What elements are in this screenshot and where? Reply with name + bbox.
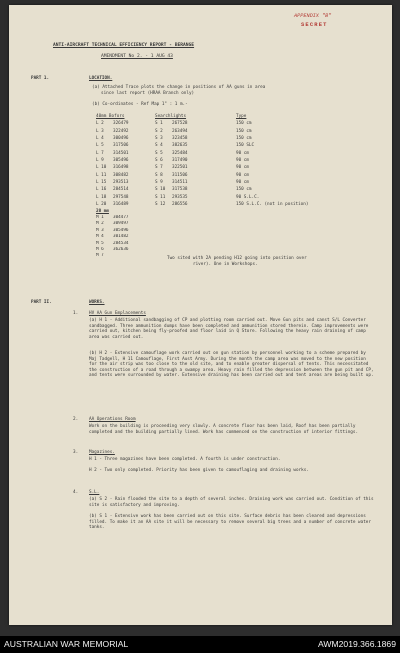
table-cell: 297548	[113, 194, 129, 200]
table-cell: 317490	[172, 158, 188, 164]
table-cell: L 16	[96, 187, 107, 193]
part1-item-b: (b) Co-ordinates - Ref Map 1" : 1 m.-	[92, 102, 188, 107]
table-cell: 90 cm	[236, 172, 249, 178]
item3-title: Magazines.	[89, 450, 115, 455]
table-cell: 150 S.L.C. (not in position)	[236, 202, 309, 208]
archive-footer	[0, 636, 400, 653]
table-row	[96, 120, 366, 127]
table-cell: S 6	[155, 158, 163, 164]
table-cell: L 5	[96, 143, 104, 149]
table-cell: S 4	[155, 143, 163, 149]
table-cell: 150 SLC	[236, 143, 255, 149]
table-cell: S 12	[155, 202, 166, 208]
table-row	[96, 186, 366, 193]
table-cell: M 5	[96, 240, 104, 246]
cannons-table	[96, 215, 155, 260]
column-header: Searchlights	[155, 114, 187, 119]
table-cell: M 6	[96, 246, 104, 252]
table-cell: S 1	[155, 121, 163, 127]
table-cell: 311506	[172, 172, 188, 178]
table-cell: S 7	[155, 165, 163, 171]
table-cell: 267528	[172, 121, 188, 127]
table-cell: M 4	[96, 234, 104, 240]
table-cell: 316489	[113, 202, 129, 208]
table-cell: S 9	[155, 180, 163, 186]
table-cell: 90 cm	[236, 150, 249, 156]
table-cell: M 2	[96, 221, 104, 227]
table-cell: 323458	[172, 136, 188, 142]
item2-title: AA Operations Room	[89, 417, 136, 422]
column-header: Type	[236, 114, 247, 119]
item4-paragraph-a: (a) S 2 - Rain flooded the site to a depth of several inches. Draining work was carried out. Condition of this site is satisfactory and improving.	[89, 497, 374, 508]
table-cell: 309497	[113, 221, 129, 227]
table-cell: 150 cm	[236, 136, 252, 142]
table-cell: L 4	[96, 136, 104, 142]
table-cell: 150 cm	[236, 187, 252, 193]
table-cell: 301482	[113, 234, 129, 240]
table-cell: 90 cm	[236, 180, 249, 186]
table-cell: 150 cm	[236, 128, 252, 134]
part1-heading: LOCATION.	[89, 76, 113, 81]
part1-label: PART 1.	[31, 76, 50, 81]
item4-paragraph-b: (b) S 1 - Extensive work has been carried out on this site. Surface debris has been cleared and depressions filled. To make it an AA site it will be necessary to remove several big trees and a number of concrete water tanks.	[89, 514, 371, 531]
table-cell: S 2	[155, 128, 163, 134]
item1-number: 1.	[73, 311, 79, 316]
item4-title: S.L.	[89, 490, 100, 495]
part2-label: PART II.	[31, 300, 52, 305]
table-cell: 305496	[113, 158, 129, 164]
appendix-stamp: APPENDIX "B"	[294, 13, 332, 19]
coordinates-table	[96, 113, 366, 208]
table-cell: 293535	[172, 194, 188, 200]
m6-note: Two sited with 2A pending H12 going into position over	[167, 256, 307, 261]
table-row	[96, 142, 366, 149]
table-cell: L 11	[96, 172, 107, 178]
table-cell: 317506	[113, 143, 129, 149]
table-cell: 284514	[113, 187, 129, 193]
table-cell: 90 cm	[236, 165, 249, 171]
table-row	[96, 150, 366, 157]
table-cell: 263494	[172, 128, 188, 134]
item2-paragraph: Work on the building is proceeding very slowly. A concrete floor has been laid, Roof has been partially completed and the building partially lined. Work has commenced on the construction of interior fittings.	[89, 424, 359, 435]
list-item	[96, 253, 155, 259]
classification-stamp: SECRET	[301, 22, 328, 28]
table-cell: 362636	[113, 246, 129, 252]
table-header-row	[96, 113, 366, 120]
table-cell: 90 cm	[236, 158, 249, 164]
table-row	[96, 194, 366, 201]
table-cell: L 20	[96, 202, 107, 208]
item1-paragraph-b: (b) H 2 - Extensive camouflage work carried out on gun station by personnel working to a scheme prepared by Maj Tadgell, H 11 Camouflage, First Aust Army. During the month the camp area was moved to the new position for the air strip was too close to the old site, and to enable greater dispersal of tents. This necessitated the construction of a road through a swampy area. Heavy rain filled the depression between the gun pit and CP, and tents were surrounded by water. Extensive draining has been carried out and tent areas are being built up.	[89, 351, 374, 379]
table-cell: 286556	[172, 202, 188, 208]
table-cell: S 11	[155, 194, 166, 200]
item3-number: 3.	[73, 450, 79, 455]
table-cell: M 7	[96, 253, 104, 259]
table-cell: 293513	[113, 180, 129, 186]
report-amendment: AMENDMENT No 2. - 1 AUG 43	[101, 54, 173, 59]
table-cell: S 3	[155, 136, 163, 142]
table-cell: L 9	[96, 158, 104, 164]
table-cell: S 10	[155, 187, 166, 193]
item1-paragraph-a: (a) H 1 - Additional sandbagging of CP and plotting room carried out. Move Gun pits and canst S/L Converter sandbagged. Three ammunition dumps have been completed and ammunition stored therein. Camp improvements were carried out, kitchen being fly-proofed and floor laid in Q Store. Following the heavy rain draining of camp area was carried out.	[89, 318, 369, 340]
part1-item-a: (a) Attached Trace plots the change in positions of AA guns in area	[92, 85, 266, 90]
table-cell: L 15	[96, 180, 107, 186]
item4-number: 4.	[73, 490, 79, 495]
table-row	[96, 179, 366, 186]
table-cell: 150 cm	[236, 121, 252, 127]
item3-paragraph-b: H 2 - Two only completed. Priority has been given to camouflaging and draining works.	[89, 468, 309, 473]
table-cell: 314501	[113, 150, 129, 156]
table-cell: L 2	[96, 121, 104, 127]
table-cell: 322501	[172, 165, 188, 171]
table-cell: 314511	[172, 180, 188, 186]
document-page	[9, 5, 392, 625]
table-cell: L 3	[96, 128, 104, 134]
table-cell: L 7	[96, 150, 104, 156]
table-cell: 305496	[113, 227, 129, 233]
table-row	[96, 164, 366, 171]
table-cell: 90 S.L.C.	[236, 194, 260, 200]
footer-institution: AUSTRALIAN WAR MEMORIAL	[4, 639, 129, 649]
table-row	[96, 172, 366, 179]
table-cell: S 5	[155, 150, 163, 156]
table-cell: 304477	[113, 215, 129, 220]
table-row	[96, 128, 366, 135]
table-cell: S 8	[155, 172, 163, 178]
item2-number: 2.	[73, 417, 79, 422]
table-cell: 284534	[113, 240, 129, 246]
table-cell: L 18	[96, 194, 107, 200]
table-cell: 325484	[172, 150, 188, 156]
table-cell: 317538	[172, 187, 188, 193]
table-cell: 316498	[113, 165, 129, 171]
m6-note-cont: river). One in Workshops.	[193, 262, 258, 267]
table-cell: M 3	[96, 227, 104, 233]
table-cell: 322492	[113, 128, 129, 134]
part1-item-a-cont: since last report (HRAA Branch only)	[101, 91, 195, 96]
column-header: 40mm Bofors	[96, 114, 125, 119]
item1-title: HV AA Gun Emplacements	[89, 311, 146, 316]
table-cell: 326479	[113, 121, 129, 127]
table-cell: 308482	[113, 172, 129, 178]
table-row	[96, 201, 366, 208]
table-cell: 382635	[172, 143, 188, 149]
part2-heading: WORKS.	[89, 300, 105, 305]
table-cell: L 10	[96, 165, 107, 171]
item3-paragraph-a: H 1 - Three magazines have been completed. A fourth is under construction.	[89, 457, 281, 462]
table-cell: 300496	[113, 136, 129, 142]
table-row	[96, 135, 366, 142]
report-title: ANTI-AIRCRAFT TECHNICAL EFFICIENCY REPORT - BERANGE	[53, 43, 195, 48]
cannons-header: 20 mm	[96, 209, 109, 214]
footer-accession-number: AWM2019.366.1869	[317, 639, 396, 649]
table-cell: M 1	[96, 215, 104, 220]
table-row	[96, 157, 366, 164]
